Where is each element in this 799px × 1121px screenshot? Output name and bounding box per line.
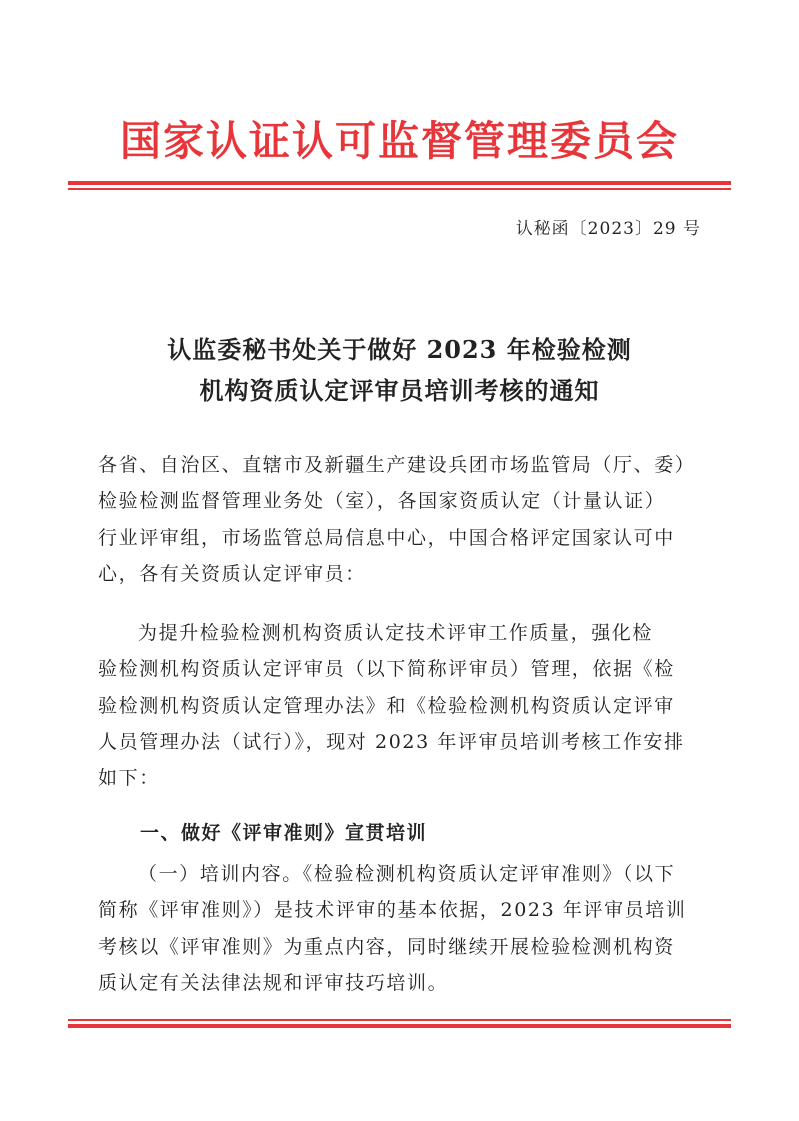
addressee-line: 检验检测监督管理业务处（室），各国家资质认定（计量认证） — [98, 490, 666, 513]
intro-line: 如下： — [98, 767, 160, 790]
addressee-line: 行业评审组，市场监管总局信息中心，中国合格评定国家认可中 — [98, 526, 675, 549]
addressee-line: 各省、自治区、直辖市及新疆生产建设兵团市场监管局（厅、委） — [98, 454, 696, 476]
header-red-rule-thin — [68, 188, 731, 190]
item-line: （一）培训内容。《检验检测机构资质认定评审准则》（以下 — [138, 863, 676, 885]
item-paragraph — [98, 856, 698, 1001]
item-line: 简称《评审准则》）是技术评审的基本依据，2023 年评审员培训 — [98, 899, 687, 922]
footer-red-rule-thick — [68, 1024, 731, 1028]
item-line: 质认定有关法律法规和评审技巧培训。 — [98, 971, 449, 994]
intro-line: 人员管理办法（试行）》，现对 2023 年评审员培训考核工作安排 — [98, 730, 685, 753]
intro-line: 为提升检验检测机构资质认定技术评审工作质量，强化检 — [138, 622, 654, 644]
section-heading: 一、做好《评审准则》宣贯培训 — [140, 822, 428, 844]
notice-title-line-2: 机构资质认定评审员培训考核的通知 — [199, 376, 600, 405]
notice-title-line-1: 认监委秘书处关于做好 2023 年检验检测 — [167, 335, 632, 364]
issuing-organization-title: 国家认证认可监督管理委员会 — [120, 117, 679, 165]
intro-line: 验检测机构资质认定评审员（以下简称评审员）管理，依据《检 — [98, 658, 675, 681]
addressee-line: 心，各有关资质认定评审员： — [98, 562, 366, 585]
header-red-rule-thick — [68, 181, 731, 185]
intro-paragraph — [98, 615, 698, 796]
intro-line: 验检测机构资质认定管理办法》和《检验检测机构资质认定评审 — [98, 694, 675, 717]
item-line: 考核以《评审准则》为重点内容，同时继续开展检验检测机构资 — [98, 935, 675, 958]
document-number: 认秘函〔2023〕29 号 — [515, 219, 701, 239]
addressee-paragraph — [98, 447, 698, 592]
footer-red-rule-thin — [68, 1019, 731, 1021]
